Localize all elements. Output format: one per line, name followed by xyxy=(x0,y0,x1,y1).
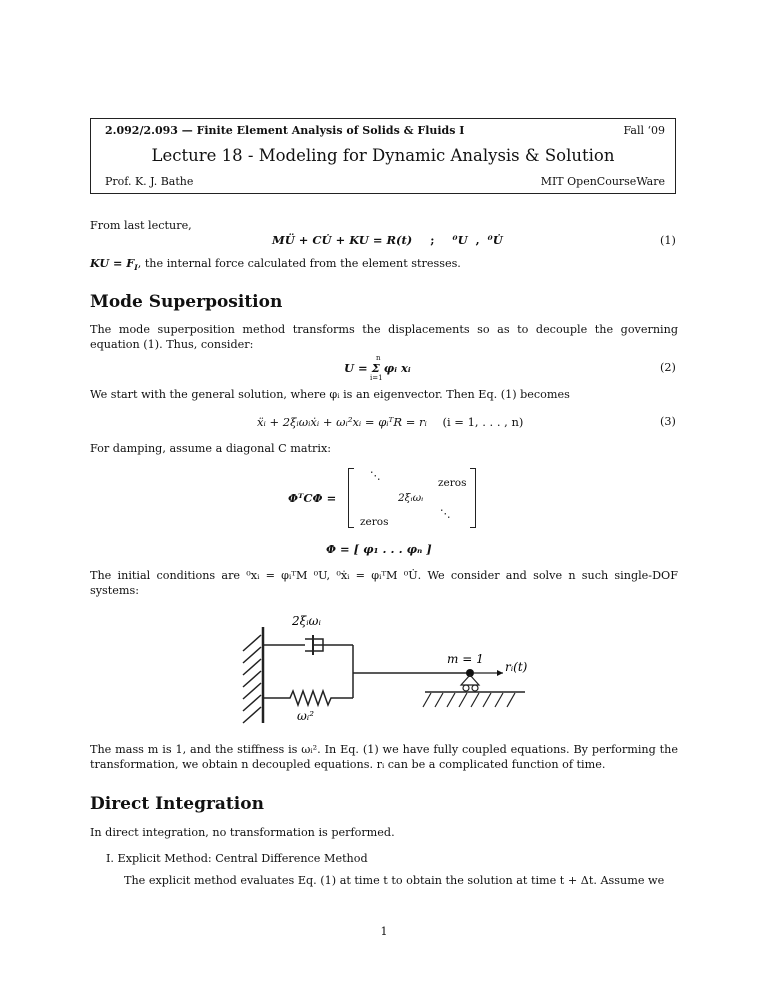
wall xyxy=(243,627,263,723)
ku-expression: KU = F xyxy=(90,256,135,270)
explicit-method-item: I. Explicit Method: Central Difference Method xyxy=(106,852,368,865)
professor-name: Prof. K. J. Bathe xyxy=(105,175,194,188)
matrix-lhs: ΦᵀCΦ = xyxy=(288,491,337,505)
direct-intro-text: In direct integration, no transformation is performed. xyxy=(90,826,395,839)
explicit-method-text: The explicit method evaluates Eq. (1) at time t to obtain the solution at time t + Δt. Assume we xyxy=(124,874,665,887)
source-label: MIT OpenCourseWare xyxy=(540,175,665,188)
matrix-dots-top: ⋱ xyxy=(370,470,381,482)
matrix-dots-bottom: ⋱ xyxy=(440,508,451,520)
equation-1-comma: , xyxy=(475,233,480,247)
general-solution-text: We start with the general solution, where φᵢ is an eigenvector. Then Eq. (1) becomes xyxy=(90,388,570,401)
term-label: Fall ‘09 xyxy=(623,124,665,137)
damping-text: For damping, assume a diagonal C matrix: xyxy=(90,442,332,455)
sum-lower-limit: i=1 xyxy=(370,374,383,382)
course-title: 2.092/2.093 — Finite Element Analysis of Solids & Fluids I xyxy=(105,124,465,137)
equation-1-separator: ; xyxy=(430,233,435,247)
matrix-diagonal-entry: 2ξᵢωᵢ xyxy=(398,492,424,504)
equation-1-number: (1) xyxy=(660,234,676,247)
matrix-right-bracket xyxy=(470,468,476,528)
equation-3-range: (i = 1, . . . , n) xyxy=(442,415,524,429)
intro-text: From last lecture, xyxy=(90,219,192,232)
equation-3 xyxy=(257,415,523,429)
page-number: 1 xyxy=(380,925,388,938)
equation-1 xyxy=(272,233,503,247)
matrix-zeros-upper: zeros xyxy=(438,477,467,489)
equation-1-lhs: MÜ + CU̇ + KU = R(t) xyxy=(272,233,413,247)
damper-label: 2ξᵢωᵢ xyxy=(292,614,321,628)
initial-conditions-text: The initial conditions are ⁰xᵢ = φᵢᵀM ⁰U, ⁰ẋᵢ = φᵢᵀM ⁰U̇. We consider and solve n such single-DOF systems: xyxy=(90,569,678,597)
phi-definition: Φ = [ φ₁ . . . φₙ ] xyxy=(326,542,432,556)
spring xyxy=(263,691,353,705)
mode-intro-paragraph: The mode superposition method transforms the displacements so as to decouple the governing equation (1). Thus, consider: xyxy=(90,323,678,351)
section-heading-direct-integration: Direct Integration xyxy=(90,794,264,814)
damper xyxy=(263,635,353,698)
mass-stiffness-text: The mass m is 1, and the stiffness is ωᵢ². In Eq. (1) we have fully coupled equations. By performing the transformation, we obtain n decoupled equations. rᵢ can be a complicated function of time. xyxy=(90,743,678,771)
equation-3-number: (3) xyxy=(660,415,676,428)
mass-and-rod xyxy=(353,669,503,691)
matrix-left-bracket xyxy=(348,468,354,528)
matrix-zeros-lower: zeros xyxy=(360,516,389,528)
internal-force-text xyxy=(90,256,461,275)
equation-3-body: ẍᵢ + 2ξᵢωᵢẋᵢ + ωᵢ²xᵢ = φᵢᵀR = rᵢ xyxy=(257,415,427,429)
mass-label: m = 1 xyxy=(447,652,484,666)
lecture-header xyxy=(90,118,676,194)
force-label: rᵢ(t) xyxy=(505,660,528,674)
sdof-diagram xyxy=(235,605,535,730)
lecture-title: Lecture 18 - Modeling for Dynamic Analysis & Solution xyxy=(151,146,615,165)
section-heading-mode-superposition: Mode Superposition xyxy=(90,292,283,312)
sum-upper-limit: n xyxy=(376,354,381,362)
ku-description: , the internal force calculated from the element stresses. xyxy=(137,257,461,270)
ground xyxy=(423,692,525,707)
equation-2: U = Σ φᵢ xᵢ xyxy=(344,361,411,375)
equation-1-ic2: ⁰U̇ xyxy=(487,233,503,247)
ku-subscript: I xyxy=(134,263,138,273)
spring-label: ωᵢ² xyxy=(297,709,315,723)
equation-2-number: (2) xyxy=(660,361,676,374)
equation-1-ic1: ⁰U xyxy=(452,233,468,247)
